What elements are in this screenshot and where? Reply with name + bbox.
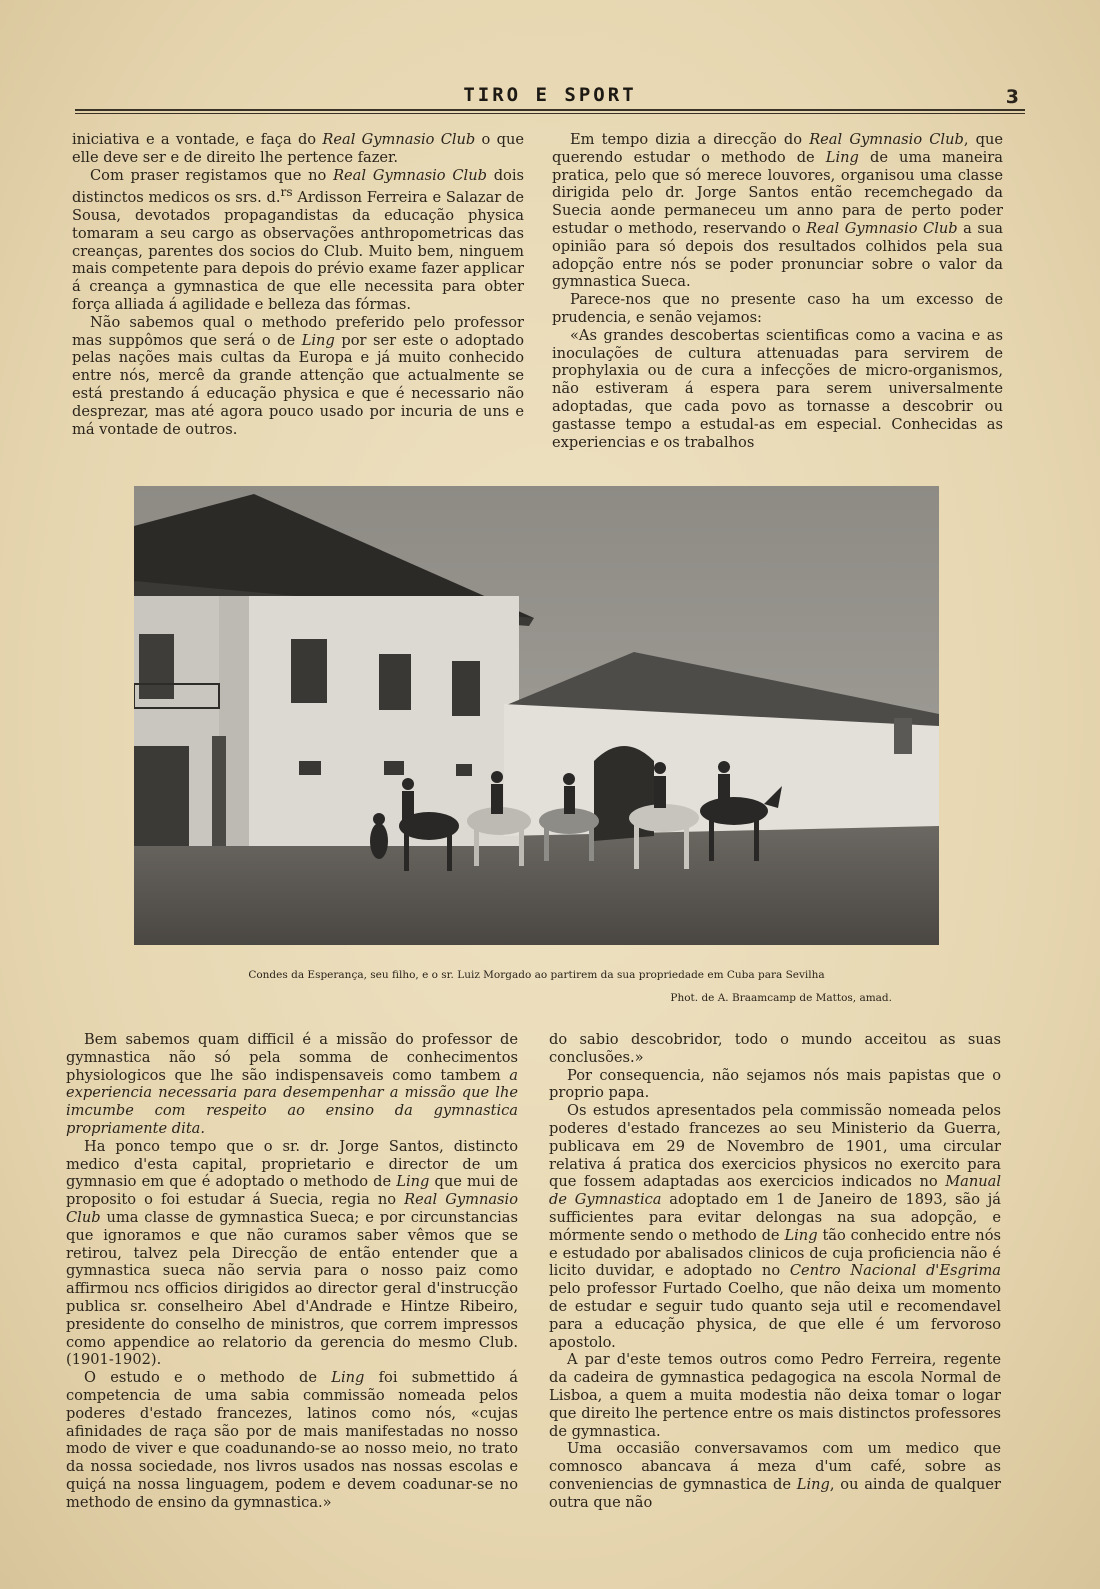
paragraph: Bem sabemos quam difficil é a missão do professor de gymnastica não só pela somma de conhecimentos physiologicos que lhe são indispensaveis como tambem a experiencia necessaria para desempenhar a missão que lhe imcumbe com respeito ao ensino da gymnastica propriamente dita.	[66, 1031, 518, 1137]
article-column-top-right	[552, 131, 1003, 451]
header-rule-thin	[75, 113, 1025, 114]
header-rule	[75, 109, 1025, 111]
photograph	[134, 486, 939, 945]
article-column-top-left	[72, 131, 524, 438]
paragraph: Com praser registamos que no Real Gymnasio Club dois distinctos medicos os srs. d.$^{rs}$ Ardisson Ferreira e Salazar de Sousa, devotados propagandistas da educação physica tomaram a seu cargo as observações anthropometricas das creanças, parentes dos socios do Club. Muito bem, ninguem mais competente para depois do prévio exame fazer applicar á creança a gymnastica de que elle necessita para obter força alliada á agilidade e belleza das fórmas.	[72, 166, 525, 314]
page-header	[75, 84, 1025, 118]
paragraph: Por consequencia, não sejamos nós mais papistas que o proprio papa.	[549, 1066, 1001, 1102]
article-column-bottom-left	[66, 1031, 518, 1512]
paragraph: Não sabemos qual o methodo preferido pelo professor mas suppômos que será o de Ling por ser este o adoptado pelas nações mais cultas da Europa e já muito conhecido entre nós, mercê da grande attenção que actualmente se está prestando á educação physica e que é necessario não desprezar, mas até agora pouco usado por incuria de uns e má vontade de outros.	[72, 313, 525, 438]
paragraph: Uma occasião conversavamos com um medico que comnosco abancava á meza d'um café, sobre as conveniencias de gymnastica de Ling, ou ainda de qualquer outra que não	[549, 1440, 1001, 1511]
photo-caption: Condes da Esperança, seu filho, e o sr. Luiz Morgado ao partirem da sua propriedade em Cuba para Sevilha	[248, 969, 825, 981]
paragraph: do sabio descobridor, todo o mundo acceitou as suas conclusões.»	[549, 1031, 1001, 1066]
paragraph: Ha ponco tempo que o sr. dr. Jorge Santos, distincto medico d'esta capital, proprietario e director de um gymnasio em que é adoptado o methodo de Ling que mui de proposito o foi estudar á Suecia, regia no Real Gymnasio Club uma classe de gymnastica Sueca; e por circunstancias que ignoramos e que não curamos saber vêmos que se retirou, talvez pela Direcção de então entender que a gymnastica sueca não servia para o nosso paiz como affirmou ncs officios dirigidos ao director geral d'instrucção publica sr. conselheiro Abel d'Andrade e Hintze Ribeiro, presidente do conselho de ministros, que correm impressos como appendice ao relatorio da gerencia do mesmo Club. (1901-1902).	[66, 1137, 518, 1369]
article-column-bottom-right	[549, 1031, 1001, 1512]
house-with-riders-photo	[134, 486, 939, 945]
photo-credit: Phot. de A. Braamcamp de Mattos, amad.	[670, 992, 892, 1004]
paragraph: «As grandes descobertas scientificas como a vacina e as inoculações de cultura attenuadas para servirem de prophylaxia ou de cura a infecções de micro-organismos, não estiveram á espera para serem universalmente adoptadas, que cada povo as tornasse a descobrir ou gastasse tempo a estudal-as em especial. Conhecidas as experiencias e os trabalhos	[552, 326, 1003, 451]
paragraph: Parece-nos que no presente caso ha um excesso de prudencia, e senão vejamos:	[552, 291, 1003, 326]
publication-title: TIRO E SPORT	[463, 84, 637, 106]
paragraph: Em tempo dizia a direcção do Real Gymnasio Club, que querendo estudar o methodo de Ling de uma maneira pratica, pelo que só merece louvores, organisou uma classe dirigida pelo dr. Jorge Santos então recemchegado da Suecia aonde permaneceu um anno para de perto poder estudar o methodo, reservando o Real Gymnasio Club a sua opinião para só depois dos resultados colhidos pela sua adopção entre nós se poder pronunciar sobre o valor da gymnastica Sueca.	[552, 131, 1003, 291]
paragraph: iniciativa e a vontade, e faça do Real Gymnasio Club o que elle deve ser e de direito lhe pertence fazer.	[72, 131, 524, 166]
paragraph: O estudo e o methodo de Ling foi submettido á competencia de uma sabia commissão nomeada pelos poderes d'estado francezes, latinos como nós, «cujas afinidades de raça são por de mais manifestadas no nosso modo de viver e que coadunando-se ao nosso meio, no trato da nossa sociedade, nos livros usados nas nossas escolas e quiçá na nossa linguagem, podem e devem coadunar-se no methodo de ensino da gymnastica.»	[66, 1369, 518, 1511]
paragraph: A par d'este temos outros como Pedro Ferreira, regente da cadeira de gymnastica pedagogica na escola Normal de Lisboa, a quem a muita modestia não deixa tomar o logar que direito lhe pertence entre os mais distinctos professores de gymnastica.	[549, 1351, 1001, 1440]
page-number: 3	[1005, 86, 1019, 108]
paragraph: Os estudos apresentados pela commissão nomeada pelos poderes d'estado francezes ao seu Ministerio da Guerra, publicava em 29 de Novembro de 1901, uma circular relativa á pratica dos exercicios physicos no exercito para que fossem adaptadas aos exercicios indicados no Manual de Gymnastica adoptado em 1 de Janeiro de 1893, são já sufficientes para evitar delongas na sua adopção, e mórmente sendo o methodo de Ling tão conhecido entre nós e estudado por abalisados clinicos de cuja proficiencia não é licito duvidar, e adoptado no Centro Nacional d'Esgrima pelo professor Furtado Coelho, que não deixa um momento de estudar e seguir tudo quanto seja util e recomendavel para a educação physica, de que elle é um fervoroso apostolo.	[549, 1102, 1001, 1351]
